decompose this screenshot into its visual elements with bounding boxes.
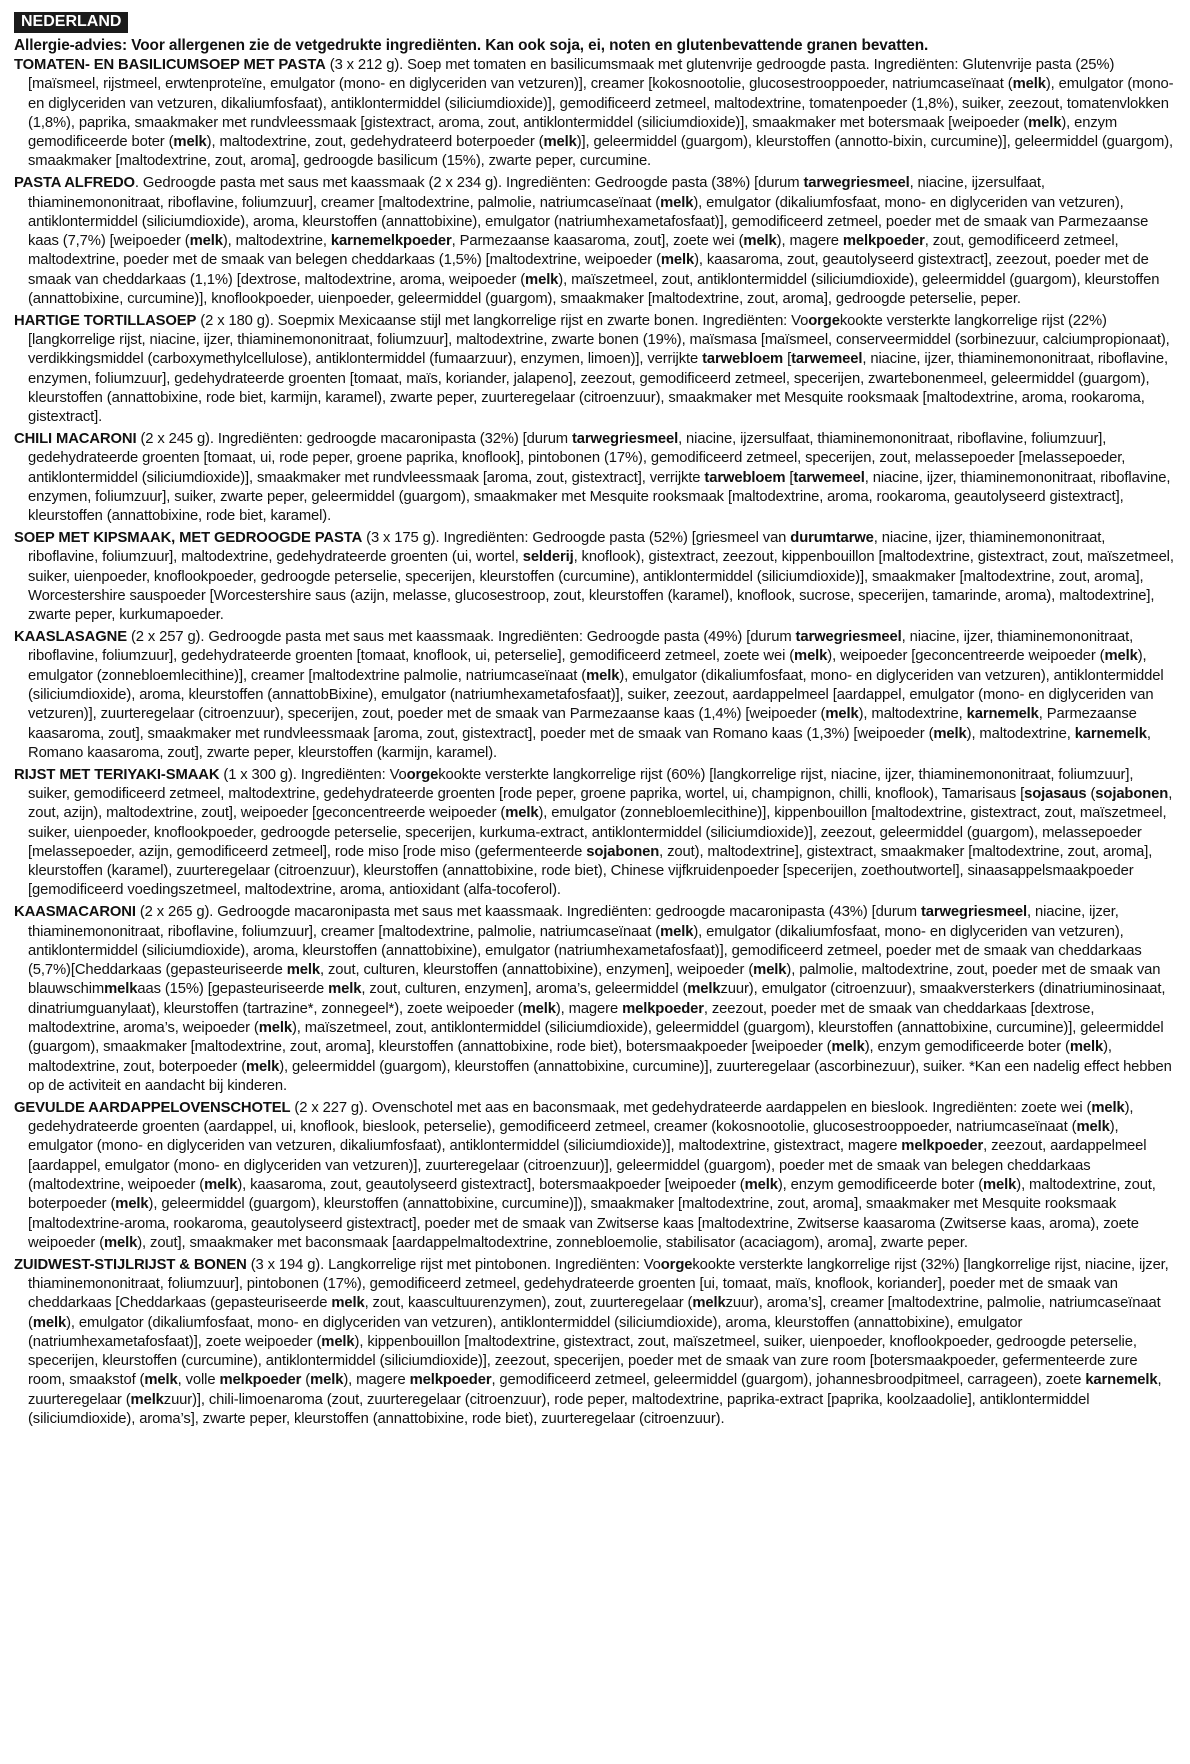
- allergen-text: melkpoeder: [842, 233, 925, 250]
- allergen-text: melk: [189, 233, 223, 250]
- ingredient-text: ), emulgator (dikaliumfosfaat, mono- en diglyceriden van vetzuren), antiklontermiddel (siliciumdioxide), aroma, kleurstoffen (annattobixine), emulgator (natriumhexametafosfaat)], gemodificeerd zetmeel, poeder met de smaak van Parmezaanse kaas (7,7%) [weipoeder (: [28, 194, 1149, 250]
- allergen-text: melk: [744, 1176, 778, 1193]
- allergen-text: melk: [586, 667, 620, 684]
- ingredient-text: ), kaasaroma, zout, geautolyseerd gistextract], zeezout, poeder met de smaak van cheddarkaas (1,1%) [dextrose, maltodextrine, aroma, weipoeder (: [28, 252, 1149, 288]
- ingredient-text: zuur), aroma’s], creamer [maltodextrine, palmolie, natriumcaseïnaat (: [28, 1295, 1161, 1331]
- ingredient-text: ), maltodextrine, zout, boterpoeder (: [28, 1039, 1112, 1075]
- allergen-text: melk: [1069, 1039, 1104, 1056]
- allergen-text: melk: [692, 1295, 726, 1312]
- allergen-text: melkpoeder: [901, 1138, 984, 1155]
- allergen-text: sojabonen: [1095, 785, 1169, 802]
- ingredient-text: ), weipoeder [geconcentreerde weipoeder (: [827, 648, 1105, 665]
- ingredient-text: ), maltodextrine,: [222, 233, 331, 250]
- product-name: KAASLASAGNE: [14, 629, 127, 646]
- ingredient-text: , niacine, ijzersulfaat, thiaminemononitraat, riboflavine, foliumzuur], gedehydrateerde groenten [tomaat, ui, rode peper, groene paprika, knoflook], pintobonen (17%), gemodificeerd zetmeel, specerijen, zout, melassepoeder [melassepoeder, antiklontermiddel (siliciumdioxide)], smaakmaker met rundvleessmaak [aroma, zout, gistextract], verrijkte: [28, 431, 1126, 486]
- ingredient-text: ), emulgator (zonnebloemlecithine)], kippenbouillon [maltodextrine, gistextract, zout, maïszetmeel, suiker, uienpoeder, knoflookpoeder, gedroogde peterselie, specerijen, kurkuma-extract, antiklontermiddel (siliciumdioxide)], zeezout, geleermiddel (guargom), melassepoeder [melassepoeder, azijn, gemodificeerd zetmeel], rode miso [rode miso (gefermenteerde: [28, 805, 1167, 860]
- product-name: HARTIGE TORTILLASOEP: [14, 312, 197, 329]
- allergen-text: tarwegriesmeel: [920, 904, 1028, 921]
- allergen-text: selderij: [522, 549, 574, 566]
- ingredient-text: , volle: [177, 1372, 220, 1389]
- ingredient-text: ), maïszetmeel, zout, antiklontermiddel (siliciumdioxide), geleermiddel (guargom), kleurstoffen (annattobixine, curcumine)], knoflookpoeder, uienpoeder, geleermiddel (guargom), smaakmaker [maltodextrine, zout, aroma], gedroogde peterselie, peper.: [28, 271, 1160, 308]
- product-entry: [14, 628, 1176, 763]
- allergen-text: melk: [794, 648, 828, 665]
- allergen-text: melk: [1076, 1119, 1110, 1136]
- allergen-text: melk: [1028, 114, 1062, 131]
- ingredient-text: ), enzym gemodificeerde boter (: [28, 114, 1118, 151]
- ingredient-text: (: [1086, 785, 1096, 802]
- ingredient-text: [: [783, 351, 792, 368]
- allergen-text: orge: [660, 1256, 693, 1273]
- allergen-text: melk: [687, 981, 721, 998]
- ingredient-text: (2 x 257 g). Gedroogde pasta met saus met kaassmaak. Ingrediënten: Gedroogde pasta (49%) [durum: [126, 629, 796, 646]
- allergen-text: tarwegriesmeel: [803, 175, 910, 192]
- allergen-text: melk: [660, 923, 694, 940]
- allergen-text: melk: [660, 194, 694, 211]
- ingredient-text: (1 x 300 g). Ingrediënten: Vo: [219, 766, 407, 783]
- allergen-text: karnemelk: [1074, 725, 1147, 742]
- ingredient-text: , zeezout, aardappelmeel [aardappel, emulgator (mono- en diglyceriden van vetzuren)], zuurteregelaar (citroenzuur)], geleermiddel (guargom), poeder met de smaak van belegen cheddarkaas (maltodextrine, weipoeder (: [28, 1138, 1147, 1193]
- ingredient-text: ), emulgator (dikaliumfosfaat, mono- en diglyceriden van vetzuren), antiklontermiddel (siliciumdioxide), aroma, kleurstoffen (annattobixine), emulgator (natriumhexametafosfaat)], gemodificeerd zetmeel, poeder met de smaak van cheddarkaas (5,7%)[Cheddarkaas (gepasteuriseerde: [28, 923, 1142, 979]
- ingredient-text: ), geleermiddel (guargom), kleurstoffen (annattobixine, curcumine)]), smaakmaker [maltodextrine, zout, aroma], smaakmaker met Mesquite rooksmaak [maltodextrine-aroma, rookaroma, geautolyseerd gistextract], poeder met de smaak van Zwitserse kaas [maltodextrine, Zwitserse kaasaroma (Zwitserse kaas, aroma), zoete weipoeder (: [28, 1196, 1139, 1251]
- product-name: ZUIDWEST-STIJLRIJST & BONEN: [14, 1256, 247, 1273]
- allergy-advice: Allergie-advies: Voor allergenen zie de vetgedrukte ingrediënten. Kan ook soja, ei, noten en glutenbevattende granen bevatten.: [14, 37, 929, 54]
- ingredient-text: kookte versterkte langkorrelige rijst (22%) [langkorrelige rijst, niacine, ijzer, thiaminemononitraat, foliumzuur], maltodextrine, zwarte bonen (19%), maïsmasa [maïsmeel, conserveermiddel (sorbinezuur, calciumpropionaat), verdikkingsmiddel (carboxymethylcellulose), antiklontermiddel (fumaarzuur), enzymen, limoen)], verrijkte: [28, 312, 1170, 368]
- ingredient-text: . Gedroogde pasta met saus met kaassmaak (2 x 234 g). Ingrediënten: Gedroogde pasta (38%) [durum: [134, 175, 804, 192]
- allergen-text: melk: [522, 1000, 556, 1017]
- ingredient-text: ), geleermiddel (guargom), kleurstoffen (annattobixine, curcumine)], zuurteregelaar (ascorbinezuur), suiker. *Kan een nadelig effect hebben op de activiteit en aandacht bij kinderen.: [28, 1058, 1172, 1094]
- allergen-text: melk: [246, 1058, 280, 1075]
- allergen-text: orge: [406, 766, 439, 783]
- ingredient-text: (3 x 194 g). Langkorrelige rijst met pintobonen. Ingrediënten: Vo: [246, 1256, 661, 1273]
- allergen-text: karnemelk: [966, 706, 1039, 723]
- allergen-text: melk: [204, 1176, 238, 1193]
- allergen-text: karnemelk: [1085, 1372, 1158, 1389]
- ingredient-text: ), kippenbouillon [maltodextrine, gistextract, zout, maïszetmeel, suiker, uienpoeder, knoflookpoeder, gedroogde peterselie, specerijen, kleurstoffen (curcumine), antiklontermiddel (siliciumdioxide)], zeezout, specerijen, poeder met de smaak van zure room [botersmaakpoeder, gefermenteerde zure room, smaakstof (: [28, 1333, 1138, 1389]
- ingredient-text: (2 x 227 g). Ovenschotel met aas en baconsmaak, met gedehydrateerde aardappelen en bieslook. Ingrediënten: zoete wei (: [290, 1099, 1092, 1116]
- allergen-text: melk: [144, 1372, 178, 1389]
- ingredient-text: , Parmezaanse kaasaroma, zout], zoete wei (: [451, 233, 744, 250]
- ingredient-text: [: [785, 469, 794, 486]
- allergen-text: melk: [115, 1196, 149, 1213]
- ingredient-text: , zout), maltodextrine], gistextract, smaakmaker [maltodextrine, zout, aroma], kleurstoffen (karamel), zuurteregelaar (citroenzuur), kleurstoffen (annattobixine, rode biet), Chinese vijfkruidenpoeder [specerijen, zoethoutwortel], sinaasappelsmaakpoeder [gemodificeerd voedingszetmeel, maltodextrine, aroma, antioxidant (alfa-tocoferol).: [28, 843, 1153, 899]
- ingredient-text: , niacine, ijzer, thiaminemononitraat, riboflavine, foliumzuur], maltodextrine, gedehydrateerde groenten (ui, wortel,: [28, 530, 1106, 566]
- product-entry: [14, 312, 1176, 428]
- ingredient-text: zuur), emulgator (citroenzuur), smaakversterkers (dinatriuminosinaat, dinatriumguanylaat), kleurstoffen (tartrazine*, zonnegeel*), zoete weipoeder (: [28, 981, 1166, 1017]
- allergen-text: melk: [831, 1039, 865, 1056]
- ingredient-text: ), enzym gemodificeerde boter (: [864, 1039, 1070, 1056]
- ingredient-text: ), enzym gemodificeerde boter (: [777, 1176, 984, 1193]
- ingredient-text: ), emulgator (mono- en diglyceriden van vetzuren, dikaliumfosfaat), antiklontermiddel (siliciumdioxide)], maltodextrine, gistextract, magere: [28, 1119, 1119, 1155]
- ingredient-text: kookte versterkte langkorrelige rijst (32%) [langkorrelige rijst, niacine, ijzer, thiaminemononitraat, foliumzuur], pintobonen (17%), gemodificeerd zetmeel, gedehydrateerde groenten [ui, tomaat, maïs, knoflook, koriander], poeder met de smaak van cheddarkaas [Cheddarkaas (gepasteuriseerde: [28, 1256, 1169, 1312]
- product-name: TOMATEN- EN BASILICUMSOEP MET PASTA: [14, 57, 326, 73]
- allergen-text: melk: [660, 252, 695, 269]
- ingredient-text: ), maltodextrine,: [966, 725, 1075, 742]
- product-name: RIJST MET TERIYAKI-SMAAK: [14, 766, 220, 783]
- product-list: [14, 56, 1176, 1429]
- ingredient-text: , zout, gemodificeerd zetmeel, maltodextrine, poeder met de smaak van belegen cheddarkaas (1,5%) [maltodextrine, weipoeder (: [28, 233, 1119, 269]
- allergen-text: melk: [328, 981, 362, 998]
- allergen-text: melk: [32, 1314, 67, 1331]
- allergen-text: sojasaus: [1024, 785, 1087, 802]
- ingredient-text: ), palmolie, maltodextrine, zout, poeder met de smaak van blauwschim: [28, 962, 1161, 998]
- ingredient-text: ), emulgator (dikaliumfosfaat, mono- en diglyceriden van vetzuren), antiklontermiddel (siliciumdioxide), aroma, kleurstoffen (annattobBixine), emulgator (natriumhexametafosfaat)], suiker, zeezout, aardappelmeel [aardappel, emulgator (mono- en diglyceriden van vetzuren)], zuurteregelaar (citroenzuur), specerijen, zout, poeder met de smaak van Parmezaanse kaas (1,4%) [weipoeder (: [28, 667, 1164, 723]
- allergen-text: melk: [104, 981, 138, 998]
- ingredient-text: , niacine, ijzer, thiaminemononitraat, riboflavine, enzymen, foliumzuur], gedehydrateerde groenten [tomaat, maïs, koriander, jalapeno], zeezout, gemodificeerd zetmeel, specerijen, zwartebonenmeel, geleermiddel (guargom), kleurstoffen (annattobixine, rode biet, karmijn, karamel), zwarte peper, zuurteregelaar (citroenzuur), smaakmaker met Mesquite rooksmaak [maltodextrine, aroma, rookaroma, gistextract].: [28, 351, 1168, 426]
- product-entry: [14, 529, 1176, 625]
- ingredient-text: aas (15%) [gepasteuriseerde: [137, 981, 329, 998]
- allergen-text: durumtarwe: [790, 530, 874, 547]
- allergen-text: tarwebloem: [702, 351, 784, 368]
- ingredient-text: , zout, kaascultuurenzymen), zout, zuurteregelaar (: [364, 1295, 693, 1312]
- allergen-text: melk: [286, 962, 321, 979]
- allergen-text: melk: [173, 134, 207, 151]
- allergen-text: melk: [743, 233, 777, 250]
- allergen-text: melkpoeder: [219, 1372, 302, 1389]
- ingredient-text: (: [301, 1372, 311, 1389]
- allergen-text: melk: [1091, 1099, 1125, 1116]
- ingredient-text: ), zout], smaakmaker met baconsmaak [aardappelmaltodextrine, zonnebloemolie, stabilisator (acaciagom), aroma], zwarte peper.: [137, 1234, 968, 1251]
- ingredient-text: ), kaasaroma, zout, geautolyseerd gistextract], botersmaakpoeder [weipoeder (: [237, 1176, 745, 1193]
- allergen-text: tarwebloem: [704, 469, 786, 486]
- ingredient-text: , zout, azijn), maltodextrine, zout], weipoeder [geconcentreerde weipoeder (: [28, 785, 1173, 822]
- allergen-text: melk: [825, 706, 859, 723]
- allergen-text: sojabonen: [586, 843, 660, 860]
- product-name: GEVULDE AARDAPPELOVENSCHOTEL: [14, 1099, 291, 1116]
- product-entry: [14, 1256, 1176, 1430]
- ingredient-text: ), maltodextrine, zout, gedehydrateerd boterpoeder (: [206, 134, 544, 151]
- ingredient-text: (2 x 265 g). Gedroogde macaronipasta met saus met kaassmaak. Ingrediënten: gedroogde macaronipasta (43%) [durum: [135, 904, 921, 921]
- ingredient-text: ), gedehydrateerde groenten (aardappel, ui, knoflook, bieslook, peterselie), gemodificeerd zetmeel, creamer (kokosnootolie, glucosestrooppoeder, natriumcaseïnaat (: [28, 1099, 1134, 1136]
- product-name: KAASMACARONI: [14, 904, 136, 921]
- allergen-text: tarwegriesmeel: [795, 629, 902, 646]
- ingredient-text: , zout, culturen, enzymen], aroma’s, geleermiddel (: [361, 981, 688, 998]
- ingredient-text: ), maltodextrine,: [858, 706, 967, 723]
- ingredient-text: , zeezout, poeder met de smaak van cheddarkaas [dextrose, maltodextrine, aroma’s, weipoeder (: [28, 1000, 1095, 1037]
- allergen-text: melk: [1104, 648, 1138, 665]
- allergen-text: melkpoeder: [409, 1372, 492, 1389]
- allergen-text: melk: [505, 805, 539, 822]
- ingredient-text: kookte versterkte langkorrelige rijst (60%) [langkorrelige rijst, niacine, ijzer, thiaminemononitraat, foliumzuur], suiker, gemodificeerd zetmeel, maltodextrine, gedehydrateerde groenten [rode peper, groene paprika, wortel, ui, champignon, chilli, knoflook), Tamarisaus [: [28, 766, 1134, 802]
- allergen-text: melk: [104, 1234, 138, 1251]
- allergen-text: melk: [525, 271, 559, 288]
- ingredient-text: , niacine, ijzer, thiaminemononitraat, riboflavine, foliumzuur], creamer [maltodextrine, palmolie, natriumcaseïnaat (: [28, 904, 1119, 940]
- ingredient-text: , niacine, ijzersulfaat, thiaminemononitraat, riboflavine, foliumzuur], creamer [maltodextrine, palmolie, natriumcaseïnaat (: [28, 175, 1045, 211]
- ingredient-text: ), maltodextrine, zout, boterpoeder (: [28, 1176, 1156, 1213]
- allergen-text: melk: [543, 134, 577, 151]
- ingredient-text: ), emulgator (dikaliumfosfaat, mono- en diglyceriden van vetzuren), antiklontermiddel (siliciumdioxide), aroma, kleurstoffen (annattobixine), emulgator (natriumhexametafosfaat)], zoete weipoeder (: [28, 1314, 1023, 1350]
- country-badge: NEDERLAND: [14, 12, 128, 33]
- product-entry: [14, 430, 1176, 526]
- ingredient-text: ), emulgator (mono- en diglyceriden van vetzuren, dikaliumfosfaat), antiklontermiddel (siliciumdioxide)], gemodificeerd zetmeel, maltodextrine, tomatenpoeder (1,8%), suiker, zeezout, tomatenvlokken (1,8%), paprika, smaakmaker met rundvleessmaak [gistextract, aroma, zout, antiklontermiddel (siliciumdioxide)], smaakmaker met botersmaak [weipoeder (: [28, 76, 1174, 131]
- ingredient-text: ), emulgator (zonnebloemlecithine)], creamer [maltodextrine palmolie, natriumcaseïnaat (: [28, 648, 1147, 684]
- product-name: CHILI MACARONI: [14, 431, 137, 448]
- product-entry: [14, 1099, 1176, 1253]
- ingredient-text: (3 x 212 g). Soep met tomaten en basilicumsmaak met glutenvrije gedroogde pasta. Ingrediënten: Glutenvrije pasta (25%) [maïsmeel, rijstmeel, erwtenproteïne, emulgator (mono- en diglyceriden van vetzuren)], creamer [kokosnootolie, glucosestrooppoeder, natriumcaseïnaat (: [28, 57, 1115, 93]
- ingredient-text: ), magere: [555, 1000, 623, 1017]
- ingredient-text: , zout, culturen, kleurstoffen (annattobixine), enzymen], weipoeder (: [320, 962, 754, 979]
- product-name: PASTA ALFREDO: [14, 175, 135, 192]
- ingredient-text: , niacine, ijzer, thiaminemononitraat, riboflavine, foliumzuur], gedehydrateerde groenten [tomaat, knoflook, ui, peterselie], gemodificeerd zetmeel, zoete wei (: [28, 629, 1134, 665]
- allergen-text: melk: [331, 1295, 365, 1312]
- ingredient-text: )], geleermiddel (guargom), kleurstoffen (annotto-bixin, curcumine)], geleermiddel (guargom), smaakmaker [maltodextrine, zout, aroma], gedroogde basilicum (15%), zwarte peper, curcumine.: [28, 134, 1174, 170]
- ingredient-text: ), maïszetmeel, zout, antiklontermiddel (siliciumdioxide), geleermiddel (guargom), kleurstoffen (annattobixine, curcumine)], geleermiddel (guargom), smaakmaker [maltodextrine, zout, aroma], kleurstoffen (annattobixine, rode biet), botersmaakpoeder [weipoeder (: [28, 1020, 1164, 1056]
- ingredient-text: , niacine, ijzer, thiaminemononitraat, riboflavine, enzymen, foliumzuur], suiker, zwarte peper, geleermiddel (guargom), smaakmaker met Mesquite rooksmaak [maltodextrine, aroma, rookaroma, geautolyseerd gistextract], kleurstoffen (annattobixine, rode biet, karamel).: [28, 469, 1171, 525]
- ingredient-text: (3 x 175 g). Ingrediënten: Gedroogde pasta (52%) [griesmeel van: [362, 530, 791, 547]
- ingredient-text: (2 x 245 g). Ingrediënten: gedroogde macaronipasta (32%) [durum: [136, 431, 572, 448]
- ingredient-text: , knoflook), gistextract, zeezout, kippenbouillon [maltodextrine, gistextract, zout, maïszetmeel, suiker, uienpoeder, knoflookpoeder, gedroogde peterselie, specerijen, kleurstoffen (curcumine), antiklontermiddel (siliciumdioxide)], smaakmaker [maltodextrine, zout, aroma], Worcestershire sauspoeder [Worcestershire saus (azijn, melasse, glucosestroop, zout, kleurstoffen (karamel), knoflook, sucrose, specerijen, tamarinde, aroma), maltodextrine], zwarte peper, kurkumapoeder.: [28, 549, 1174, 624]
- product-entry: [14, 903, 1176, 1096]
- allergen-text: tarwegriesmeel: [572, 431, 679, 448]
- product-name: SOEP MET KIPSMAAK, MET GEDROOGDE PASTA: [14, 530, 363, 547]
- allergen-text: melk: [310, 1372, 344, 1389]
- allergen-text: melk: [933, 725, 967, 742]
- allergen-text: melk: [753, 962, 787, 979]
- ingredient-text: zuur)], chili-limoenaroma (zout, zuurteregelaar (citroenzuur), rode peper, maltodextrine, paprika-extract [paprika, koolzaadolie], antiklontermiddel (siliciumdioxide), aroma’s], zwarte peper, kleurstoffen (annattobixine, rode biet), zuurteregelaar (citroenzuur).: [28, 1391, 1090, 1427]
- allergen-text: orge: [808, 312, 840, 329]
- allergen-text: melk: [258, 1020, 292, 1037]
- ingredient-text: , zuurteregelaar (: [28, 1372, 1162, 1408]
- allergen-text: karnemelkpoeder: [330, 233, 452, 250]
- product-entry: [14, 766, 1176, 901]
- allergen-text: melk: [130, 1391, 164, 1408]
- allergen-text: melkpoeder: [622, 1000, 704, 1017]
- allergen-text: tarwemeel: [793, 469, 865, 486]
- ingredient-text: (2 x 180 g). Soepmix Mexicaanse stijl met langkorrelige rijst en zwarte bonen. Ingrediënten: Vo: [196, 312, 809, 329]
- allergen-text: melk: [321, 1333, 355, 1350]
- ingredient-text: ), magere: [343, 1372, 410, 1389]
- allergen-text: tarwemeel: [791, 351, 863, 368]
- ingredient-text: ), magere: [776, 233, 843, 250]
- product-entry: [14, 56, 1176, 172]
- allergen-text: melk: [983, 1176, 1017, 1193]
- product-entry: [14, 174, 1176, 309]
- ingredient-text: , Parmezaanse kaasaroma, zout], smaakmaker met rundvleessmaak [aroma, zout, gistextract], poeder met de smaak van Romano kaas (1,3%) [weipoeder (: [28, 706, 1137, 742]
- ingredient-text: , gemodificeerd zetmeel, geleermiddel (guargom), johannesbroodpitmeel, carrageen), zoete: [491, 1372, 1086, 1389]
- allergen-text: melk: [1012, 76, 1046, 93]
- ingredient-text: , Romano kaasaroma, zout], zwarte peper, kleurstoffen (karmijn, karamel).: [28, 725, 1151, 761]
